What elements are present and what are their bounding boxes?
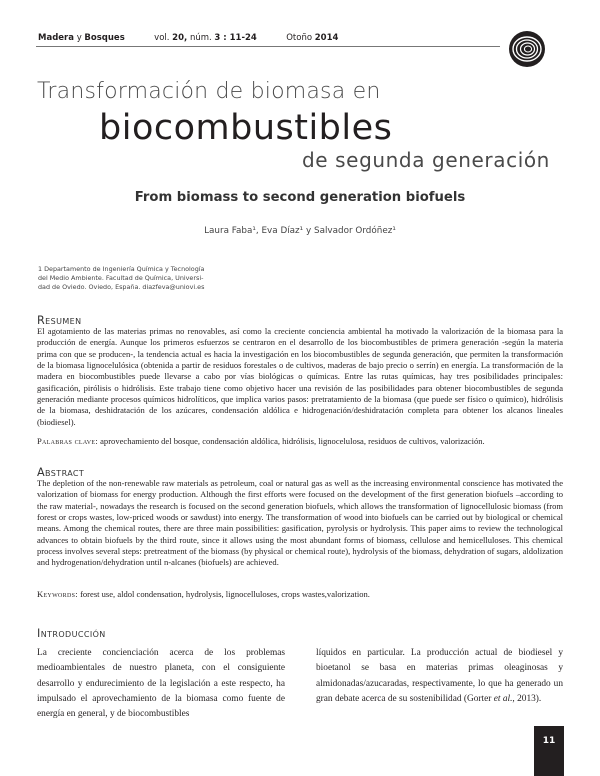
title-line-1: Transformación de biomasa en — [37, 79, 381, 104]
introduccion-heading: Introducción — [37, 627, 106, 640]
title-line-3: de segunda generación — [302, 148, 550, 172]
keywords-es — [37, 436, 563, 447]
abstract-heading: Abstract — [37, 466, 85, 479]
keywords-es-text: aprovechamiento del bosque, condensación aldólica, hidrólisis, lignocelulosa, residuos de cultivos, valorización. — [100, 436, 485, 446]
abstract-text: The depletion of the non-renewable raw materials as petroleum, coal or natural gas as well as the increasing environmental conscience has motivated the valorization of biomass for energy production. Although the first efforts were focused on the development of the first generation biofuels –according to the raw material-, nowadays the research is focused on the second generation biofuels, which allows the transformation of lignocellulosic biomass (from forest or crops wastes, low-priced woods or sawdust) into energy. The transformation of wood into biofuels can be carried out by biological or chemical means. Among the chemical routes, there are three main possibilities: gasification, pyrolysis or hydrolysis. This paper aims to review the technological advances to obtain biofuels by the third route, since it allows using the most abundant forms of biomass, cellulose and hemicelluloses. This chemical process involves several steps: pretreatment of the biomass (by physical or chemical route), hydrolysis of the biomass, dehydration of sugars, aldolization and hydrogenation/dehydration until n-alcanes (biofuels) are achieved. — [37, 478, 563, 568]
english-title: From biomass to second generation biofuels — [134, 190, 466, 205]
introduccion-right-column — [316, 646, 563, 707]
journal-name-3: Bosques — [84, 33, 125, 43]
affiliation-line-1: 1 Departamento de Ingeniería Química y Tecnología — [38, 265, 205, 273]
affiliation — [38, 265, 213, 293]
title-line-2: biocombustibles — [99, 108, 393, 148]
journal-name-2: y — [76, 33, 82, 43]
intro-right-part-2: , 2013). — [512, 693, 542, 704]
header-rule — [36, 46, 500, 47]
affiliation-line-3: dad de Oviedo. Oviedo, España. diazfeva@uniovi.es — [38, 283, 205, 292]
journal-name-1: Madera — [38, 33, 74, 43]
intro-right-part-1: líquidos en particular. La producción actual de biodiesel y bioetanol se basa en materias primas oleaginosas y almidonadas/azucaradas, respectivamente, lo que ha generado un gran debate acerca de su sostenibilidad (Gorter — [316, 648, 563, 704]
intro-right-et-al: et al. — [493, 693, 513, 704]
journal-logo-icon — [508, 30, 546, 68]
page-number: 11 — [542, 736, 556, 746]
issue-prefix: núm. — [189, 33, 212, 43]
affiliation-line-2: del Medio Ambiente. Facultad de Química, Universi- — [38, 274, 204, 283]
keywords-en-label: Keywords: — [37, 589, 78, 599]
authors: Laura Faba¹, Eva Díaz¹ y Salvador Ordóñez¹ — [204, 226, 396, 236]
page-number-bar — [534, 726, 564, 776]
season: Otoño — [286, 33, 313, 43]
volume-number: 20, — [172, 33, 188, 43]
journal-header — [38, 33, 338, 43]
keywords-en-text: forest use, aldol condensation, hydrolysis, lignocelluloses, crops wastes,valorization. — [80, 589, 370, 599]
keywords-es-label: Palabras clave: — [37, 436, 98, 446]
introduccion-left-column: La creciente concienciación acerca de los problemas medioambientales de nuestro planeta, con el consiguiente desarrollo y endurecimiento de la legislación a este respecto, ha impulsado el aprovechamiento de la biomasa como fuente de energía en general, y de biocombustibles — [37, 648, 285, 720]
year: 2014 — [314, 33, 339, 43]
keywords-en — [37, 589, 563, 600]
resumen-text: El agotamiento de las materias primas no renovables, así como la creciente conciencia ambiental ha motivado la valorización de la biomasa para la producción de energía. Aunque los primeros esfuerzos se centraron en el desarrollo de los biocombustibles de primera generación -según la materia prima con que se producen-, la tendencia actual es hacia la investigación en los biocombustibles de segunda generación, que permiten la transformación de la biomasa lignocelulósica (obtenida a partir de residuos forestales o de cultivos, maderas de bajo precio o serrín) en energía. La transformación de la madera en biocombustibles puede llevarse a cabo por vías biológicas o químicas. Entre las rutas químicas, hay tres posibilidades principales: gasificación, pirólisis o hidrólisis. Este trabajo tiene como objetivo hacer una revisión de las posibilidades para obtener biocombustibles de segunda generación mediante procesos químicos hidrolíticos, que implica varios pasos: pretratamiento de la biomasa (que puede ser físico o químico), hidrólisis de la biomasa, deshidratación de los azúcares, condensación aldólica e hidrogenación/deshidratación completa para obtener los alcanos lineales (biodiesel). — [37, 326, 563, 427]
resumen-heading: Resumen — [37, 314, 82, 327]
issue-pages: 3 : 11-24 — [214, 33, 257, 43]
volume-prefix: vol. — [154, 33, 170, 43]
